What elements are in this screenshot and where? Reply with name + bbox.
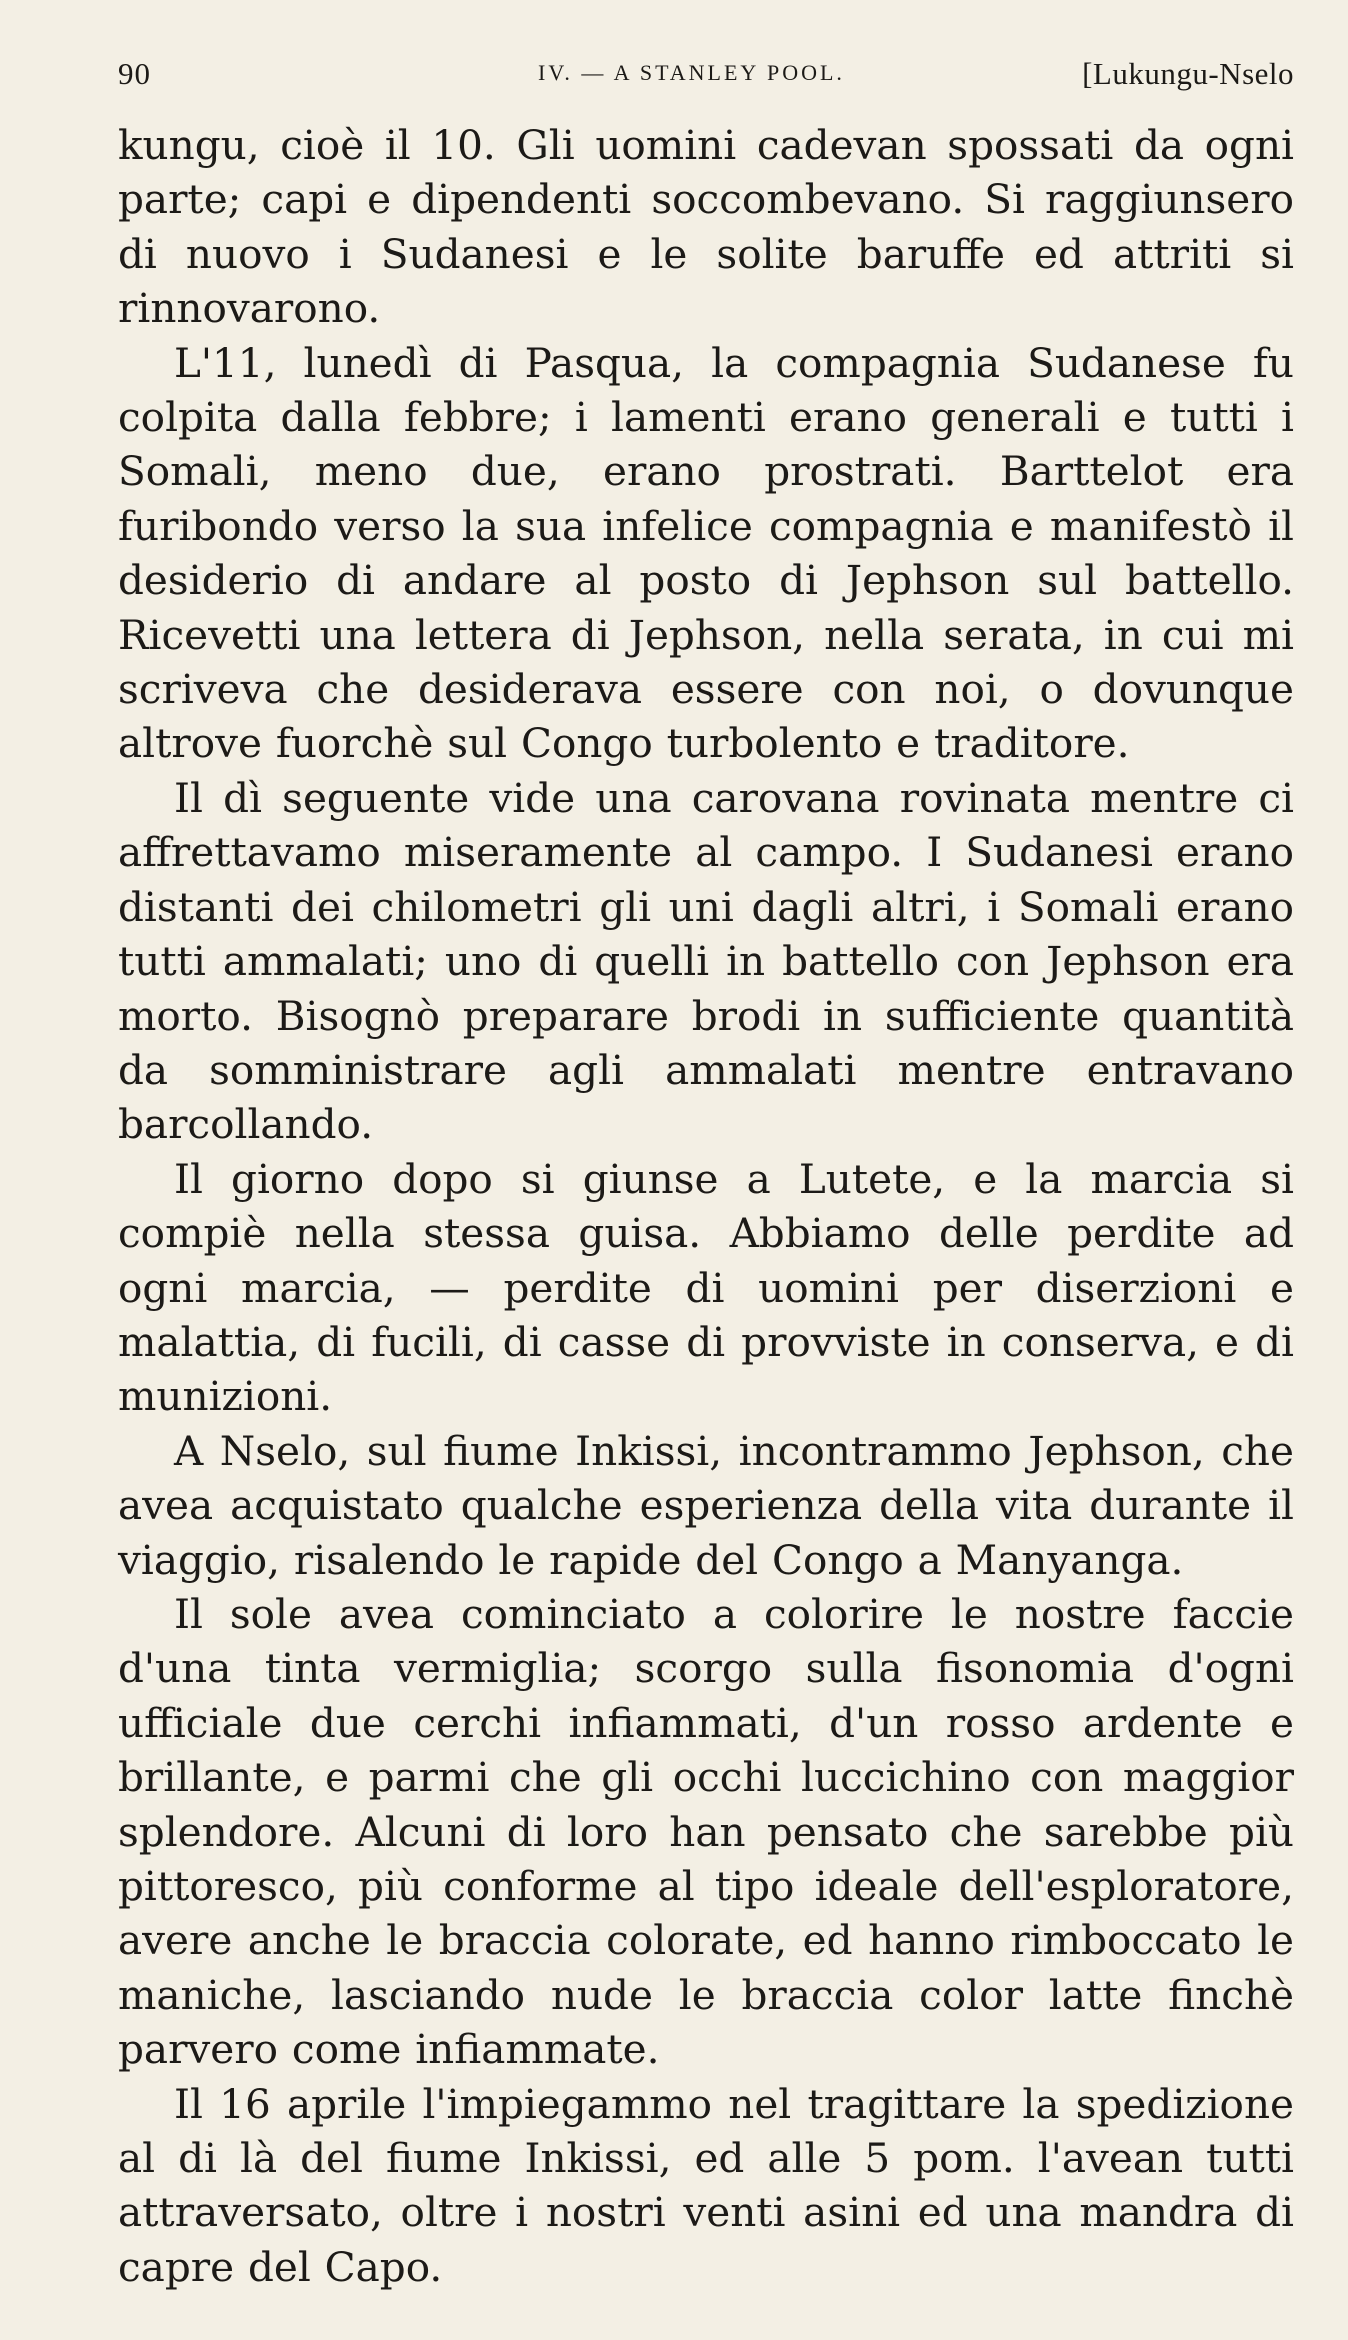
paragraph-7: Il 16 aprile l'impiegammo nel tragittare la spedizione al di là del fiume Inkissi, ed alle 5 pom. l'avean tutti attraversato, oltre i nostri venti asini ed una mandra di capre del Capo. bbox=[118, 2079, 1294, 2291]
paragraph-1: kungu, cioè il 10. Gli uomini cadevan spossati da ogni parte; capi e dipendenti soccombevano. Si raggiunsero di nuovo i Sudanesi e le solite baruffe ed attriti si rinnovarono. bbox=[118, 121, 1294, 333]
chapter-title: IV. — A STANLEY POOL. bbox=[538, 60, 845, 85]
running-head bbox=[118, 56, 1294, 100]
body-text bbox=[118, 118, 1294, 2294]
page-number: 90 bbox=[118, 56, 151, 91]
paragraph-4: Il giorno dopo si giunse a Lutete, e la marcia si compiè nella stessa guisa. Abbiamo delle perdite ad ogni marcia, — perdite di uomini per diserzioni e malattia, di fucili, di casse di provviste in conserva, e di munizioni. bbox=[118, 1154, 1294, 1421]
paragraph-3: Il dì seguente vide una carovana rovinata mentre ci affrettavamo miseramente al campo. I Sudanesi erano distanti dei chilometri gli uni dagli altri, i Somali erano tutti ammalati; uno di quelli in battello con Jephson era morto. Bisognò preparare brodi in sufficiente quantità da somministrare agli ammalati mentre entravano barcollando. bbox=[118, 773, 1294, 1149]
section-range: [Lukungu-Nselo bbox=[1082, 56, 1294, 91]
paragraph-2: L'11, lunedì di Pasqua, la compagnia Sudanese fu colpita dalla febbre; i lamenti erano generali e tutti i Somali, meno due, erano prostrati. Barttelot era furibondo verso la sua infelice compagnia e manifestò il desiderio di andare al posto di Jephson sul battello. Ricevetti una lettera di Jephson, nella serata, in cui mi scriveva che desiderava essere con noi, o dovunque altrove fuorchè sul Congo turbolento e traditore. bbox=[118, 338, 1294, 768]
paragraph-6: Il sole avea cominciato a colorire le nostre faccie d'una tinta vermiglia; scorgo sulla fisonomia d'ogni ufficiale due cerchi infiammati, d'un rosso ardente e brillante, e parmi che gli occhi luccichino con maggior splendore. Alcuni di loro han pensato che sarebbe più pittoresco, più conforme al tipo ideale dell'esploratore, avere anche le braccia colorate, ed hanno rimboccato le maniche, lasciando nude le braccia color latte finchè parvero come infiammate. bbox=[118, 1589, 1294, 2074]
paragraph-5: A Nselo, sul fiume Inkissi, incontrammo Jephson, che avea acquistato qualche esperienza della vita durante il viaggio, risalendo le rapide del Congo a Manyanga. bbox=[118, 1426, 1294, 1584]
